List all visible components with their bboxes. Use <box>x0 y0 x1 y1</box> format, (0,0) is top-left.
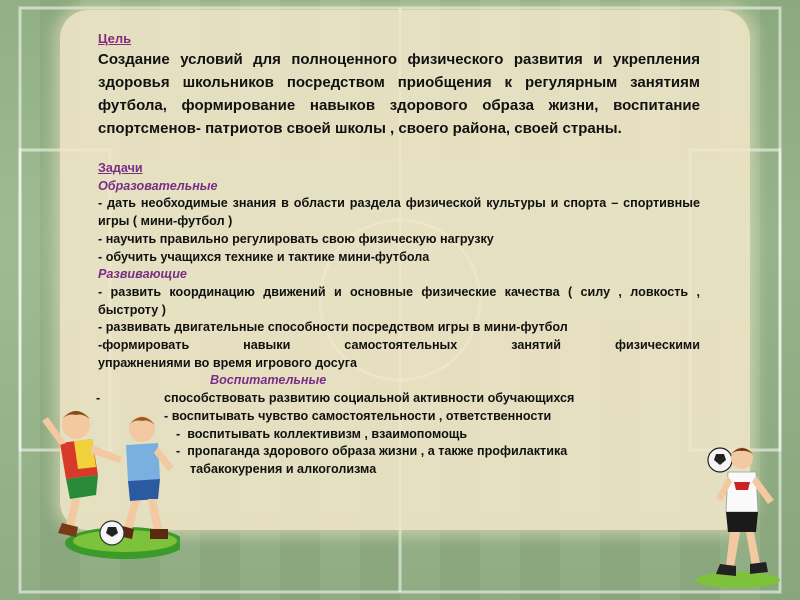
educational-item-1: - дать необходимые знания в области раздела физической культуры и спорта – спортивные игры ( мини-футбол ) <box>98 196 700 229</box>
developing-item-4: упражнениями во время игрового досуга <box>98 355 357 370</box>
developing-item-3: -формировать навыки самостоятельных занятий физическими <box>98 338 700 353</box>
upbringing-item-2 <box>98 408 700 426</box>
slide-content <box>98 30 700 479</box>
bullet-dash: - <box>164 408 172 423</box>
tasks-section <box>98 160 700 479</box>
upbringing-item-4-text: пропаганда здорового образа жизни , а также профилактика <box>187 444 568 459</box>
upbringing-item-5: табакокурения и алкоголизма <box>190 461 377 476</box>
bullet-dash: - <box>176 426 188 441</box>
educational-item-2: - научить правильно регулировать свою физическую нагрузку <box>98 231 494 246</box>
bullet-dash: - <box>176 444 188 459</box>
developing-item-1: - развить координацию движений и основные физические качества ( силу , ловкость , быстроту ) <box>98 284 700 317</box>
developing-heading: Развивающие <box>98 267 187 282</box>
goal-text: Создание условий для полноценного физического развития и укрепления здоровья школьников посредством приобщения к регулярным занятиям футбола, формирование навыков здорового образа жизни, воспитание спортсменов- патриотов своей школы , своего района, своей страны. <box>98 51 700 137</box>
tasks-heading: Задачи <box>98 161 143 175</box>
kids-playing-football-illustration <box>30 395 180 565</box>
upbringing-item-1-text: способствовать развитию социальной активности обучающихся <box>164 391 575 406</box>
upbringing-item-3 <box>98 426 700 444</box>
upbringing-item-1 <box>98 390 700 408</box>
developing-item-2: - развивать двигательные способности посредством игры в мини-футбол <box>98 320 568 335</box>
educational-heading: Образовательные <box>98 178 218 193</box>
bullet-dash: - <box>96 391 101 406</box>
educational-item-3: - обучить учащихся технике и тактике мини-футбола <box>98 249 430 264</box>
football-player-illustration <box>690 430 790 595</box>
upbringing-heading: Воспитательные <box>210 373 327 388</box>
upbringing-item-3-text: воспитывать коллективизм , взаимопомощь <box>187 426 468 441</box>
upbringing-item-4 <box>98 443 700 461</box>
goal-heading: Цель <box>98 31 132 46</box>
upbringing-item-2-text: воспитывать чувство самостоятельности , ответственности <box>171 408 552 423</box>
